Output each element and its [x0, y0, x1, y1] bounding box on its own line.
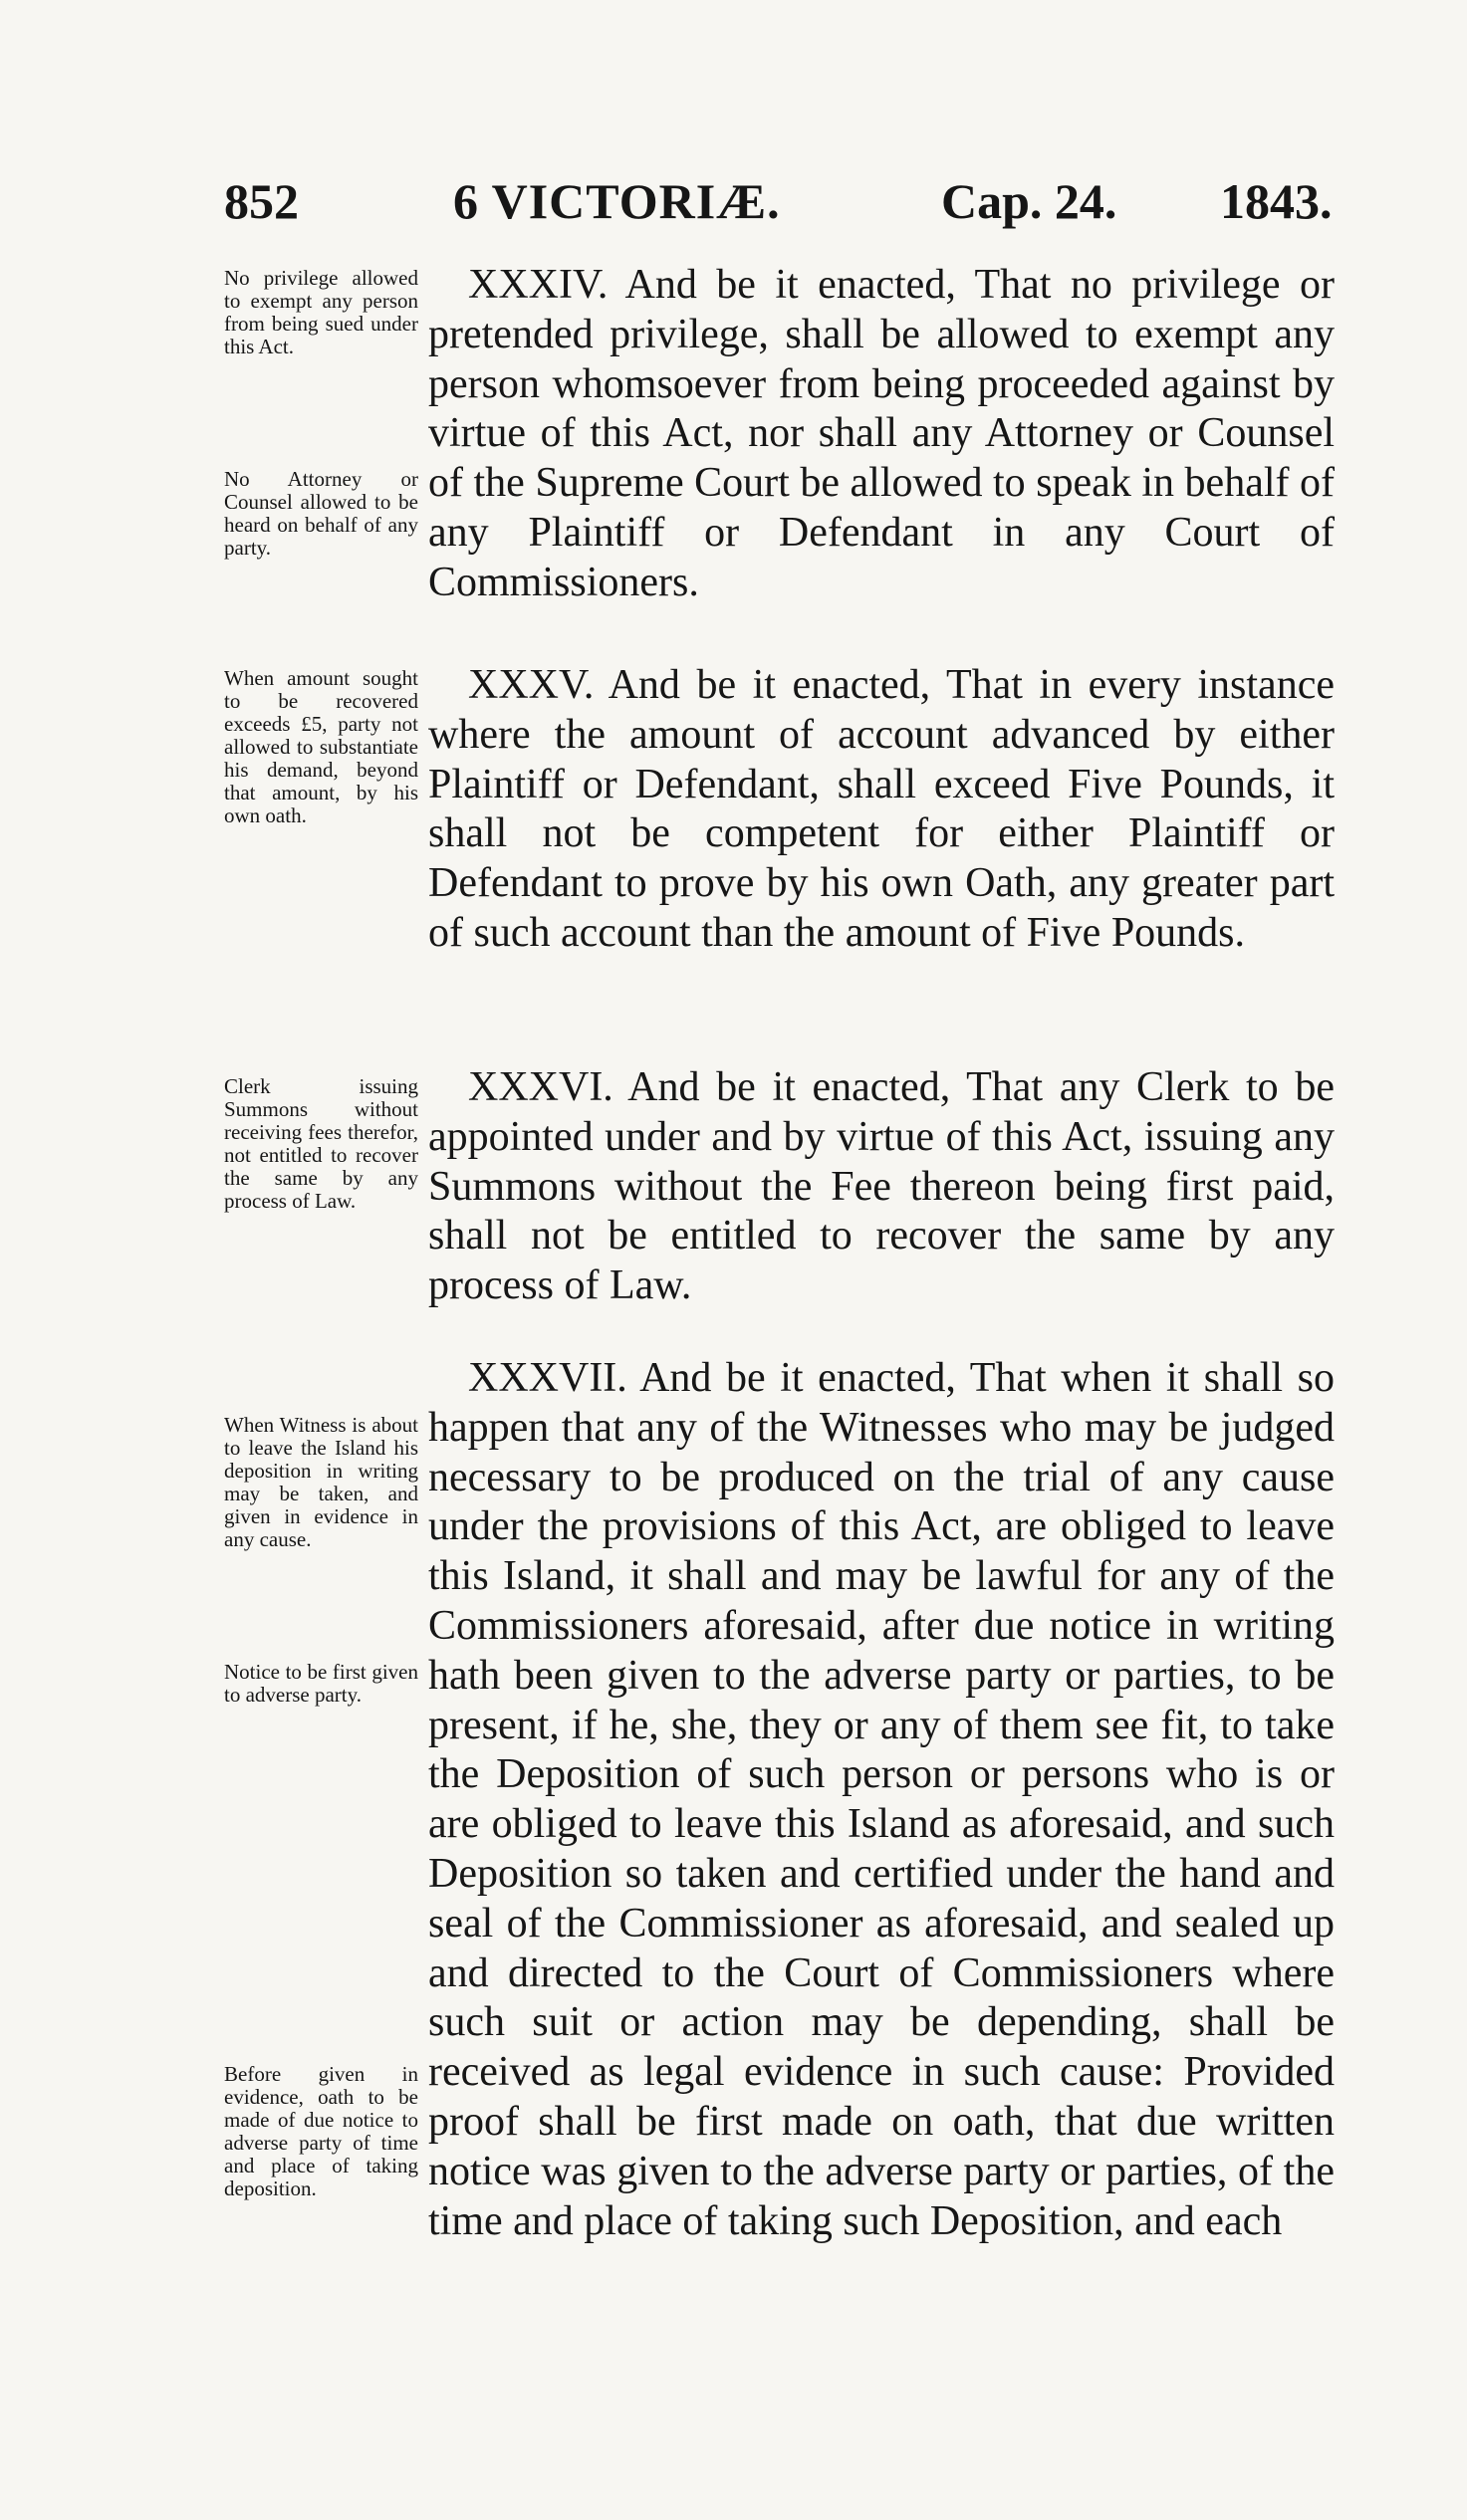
section-text — [428, 1063, 1335, 1311]
page-number: 852 — [224, 173, 299, 229]
section-text — [428, 261, 1335, 608]
margin-note: When Witness is about to leave the Island his deposition in writing may be taken, and given in evidence in any cause. — [224, 1413, 418, 1551]
margin-note: No privilege allowed to exempt any person from being sued under this Act. — [224, 266, 418, 358]
margin-note: No Attorney or Counsel allowed to be heard on behalf of any party. — [224, 467, 418, 560]
paragraph: XXXVI. And be it enacted, That any Clerk to be appointed under and by virtue of this Act, issuing any Summons without the Fee thereon being first paid, shall not be entitled to recover the same by any process of Law. — [428, 1064, 1335, 1309]
page-header — [224, 171, 1333, 231]
chapter-number: Cap. 24. — [941, 173, 1117, 229]
margin-note: Clerk issuing Summons without receiving fees therefor, not entitled to recover the same by any process of Law. — [224, 1074, 418, 1213]
margin-note: Notice to be first given to adverse party. — [224, 1660, 418, 1707]
running-title: 6 VICTORIÆ. — [453, 173, 781, 229]
paragraph: XXXIV. And be it enacted, That no privilege or pretended privilege, shall be allowed to exempt any person whomsoever from being proceeded against by virtue of this Act, nor shall any Attorney or Counsel of the Supreme Court be allowed to speak in behalf of any Plaintiff or Defendant in any Court of Commissioners. — [428, 262, 1335, 605]
section-text — [428, 661, 1335, 959]
section-text — [428, 1354, 1335, 2246]
paragraph: XXXVII. And be it enacted, That when it shall so happen that any of the Witnesses who may be judged necessary to be produced on the trial of any cause under the provisions of this Act, are obliged to leave this Island, it shall and may be lawful for any of the Commissioners aforesaid, after due notice in writing hath been given to the adverse party or parties, to be present, if he, she, they or any of them see fit, to take the Deposition of such person or persons who is or are obliged to leave this Island as aforesaid, and such Deposition so taken and certified under the hand and seal of the Commissioner as aforesaid, and sealed up and directed to the Court of Commissioners where such suit or action may be depending, shall be received as legal evidence in such cause: Provided proof shall be first made on oath, that due written notice was given to the adverse party or parties, of the time and place of taking such Deposition, and each — [428, 1355, 1335, 2244]
year: 1843. — [1220, 173, 1333, 229]
margin-note: Before given in evidence, oath to be made of due notice to adverse party of time and place of taking deposition. — [224, 2062, 418, 2200]
paragraph: XXXV. And be it enacted, That in every instance where the amount of account advanced by either Plaintiff or Defendant, shall exceed Five Pounds, it shall not be competent for either Plaintiff or Defendant to prove by his own Oath, any greater part of such account than the amount of Five Pounds. — [428, 662, 1335, 956]
margin-note: When amount sought to be recovered exceeds £5, party not allowed to substantiate his demand, beyond that amount, by his own oath. — [224, 666, 418, 827]
